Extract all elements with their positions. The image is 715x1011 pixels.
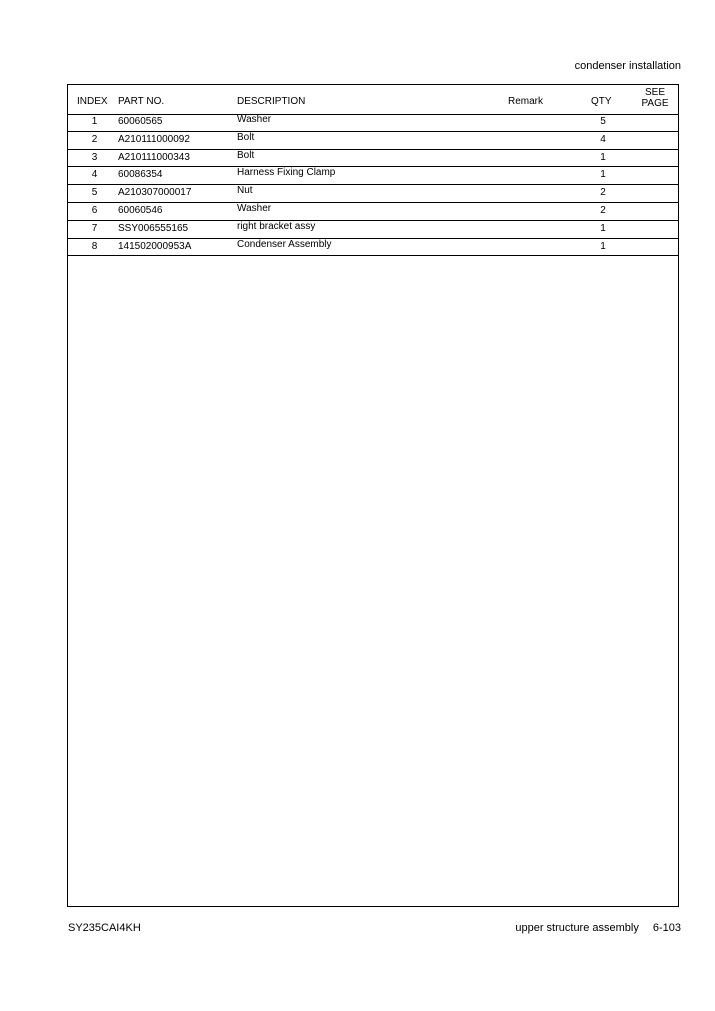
cell-index: 1 <box>91 116 98 127</box>
section-title: condenser installation <box>574 60 681 72</box>
cell-qty: 1 <box>600 169 606 181</box>
cell-part-no: SSY006555165 <box>118 222 189 234</box>
cell-part-no: A210111000343 <box>118 151 190 163</box>
header-index: INDEX <box>77 96 108 107</box>
cell-index: 2 <box>91 133 98 145</box>
cell-part-no: 60060565 <box>118 116 163 127</box>
table-row <box>68 239 678 257</box>
table-row <box>68 221 678 239</box>
cell-qty: 2 <box>600 187 606 199</box>
cell-index: 5 <box>91 187 98 199</box>
cell-description: Bolt <box>237 149 255 161</box>
table-body <box>68 114 678 256</box>
table-row <box>68 203 678 221</box>
header-see-page-line1: SEE <box>644 87 665 98</box>
cell-part-no: A210111000092 <box>118 133 190 145</box>
cell-description: Nut <box>237 185 253 197</box>
cell-description: Washer <box>237 202 272 214</box>
cell-part-no: 60060546 <box>118 204 163 216</box>
parts-table <box>67 84 679 907</box>
cell-description: Harness Fixing Clamp <box>237 167 336 179</box>
header-part-no: PART NO. <box>118 96 165 107</box>
cell-part-no: 141502000953A <box>118 240 192 252</box>
cell-description: Condenser Assembly <box>237 238 332 250</box>
cell-qty: 2 <box>600 204 606 216</box>
chapter-title: upper structure assembly <box>515 922 639 934</box>
cell-qty: 1 <box>600 222 606 234</box>
table-row <box>68 132 678 150</box>
cell-qty: 5 <box>600 116 606 127</box>
table-row <box>68 150 678 168</box>
footer-right <box>515 922 681 934</box>
cell-part-no: A210307000017 <box>118 187 192 199</box>
cell-qty: 1 <box>600 240 606 252</box>
cell-qty: 4 <box>600 133 606 145</box>
cell-description: Bolt <box>237 131 255 143</box>
cell-description: Washer <box>237 114 272 125</box>
table-header <box>68 85 678 115</box>
cell-description: right bracket assy <box>237 220 316 232</box>
header-description: DESCRIPTION <box>237 96 306 107</box>
cell-index: 7 <box>91 222 98 234</box>
header-see-page <box>636 87 674 109</box>
header-remark: Remark <box>508 96 544 107</box>
cell-index: 8 <box>91 240 98 252</box>
model-code: SY235CAI4KH <box>68 922 141 934</box>
cell-index: 3 <box>91 151 98 163</box>
page-number: 6-103 <box>652 922 681 934</box>
table-row <box>68 185 678 203</box>
cell-index: 4 <box>91 169 98 181</box>
cell-qty: 1 <box>600 151 606 163</box>
header-qty: QTY <box>591 96 612 107</box>
table-row <box>68 114 678 132</box>
cell-index: 6 <box>91 204 98 216</box>
table-row <box>68 167 678 185</box>
header-see-page-line2: PAGE <box>641 98 669 109</box>
cell-part-no: 60086354 <box>118 169 163 181</box>
